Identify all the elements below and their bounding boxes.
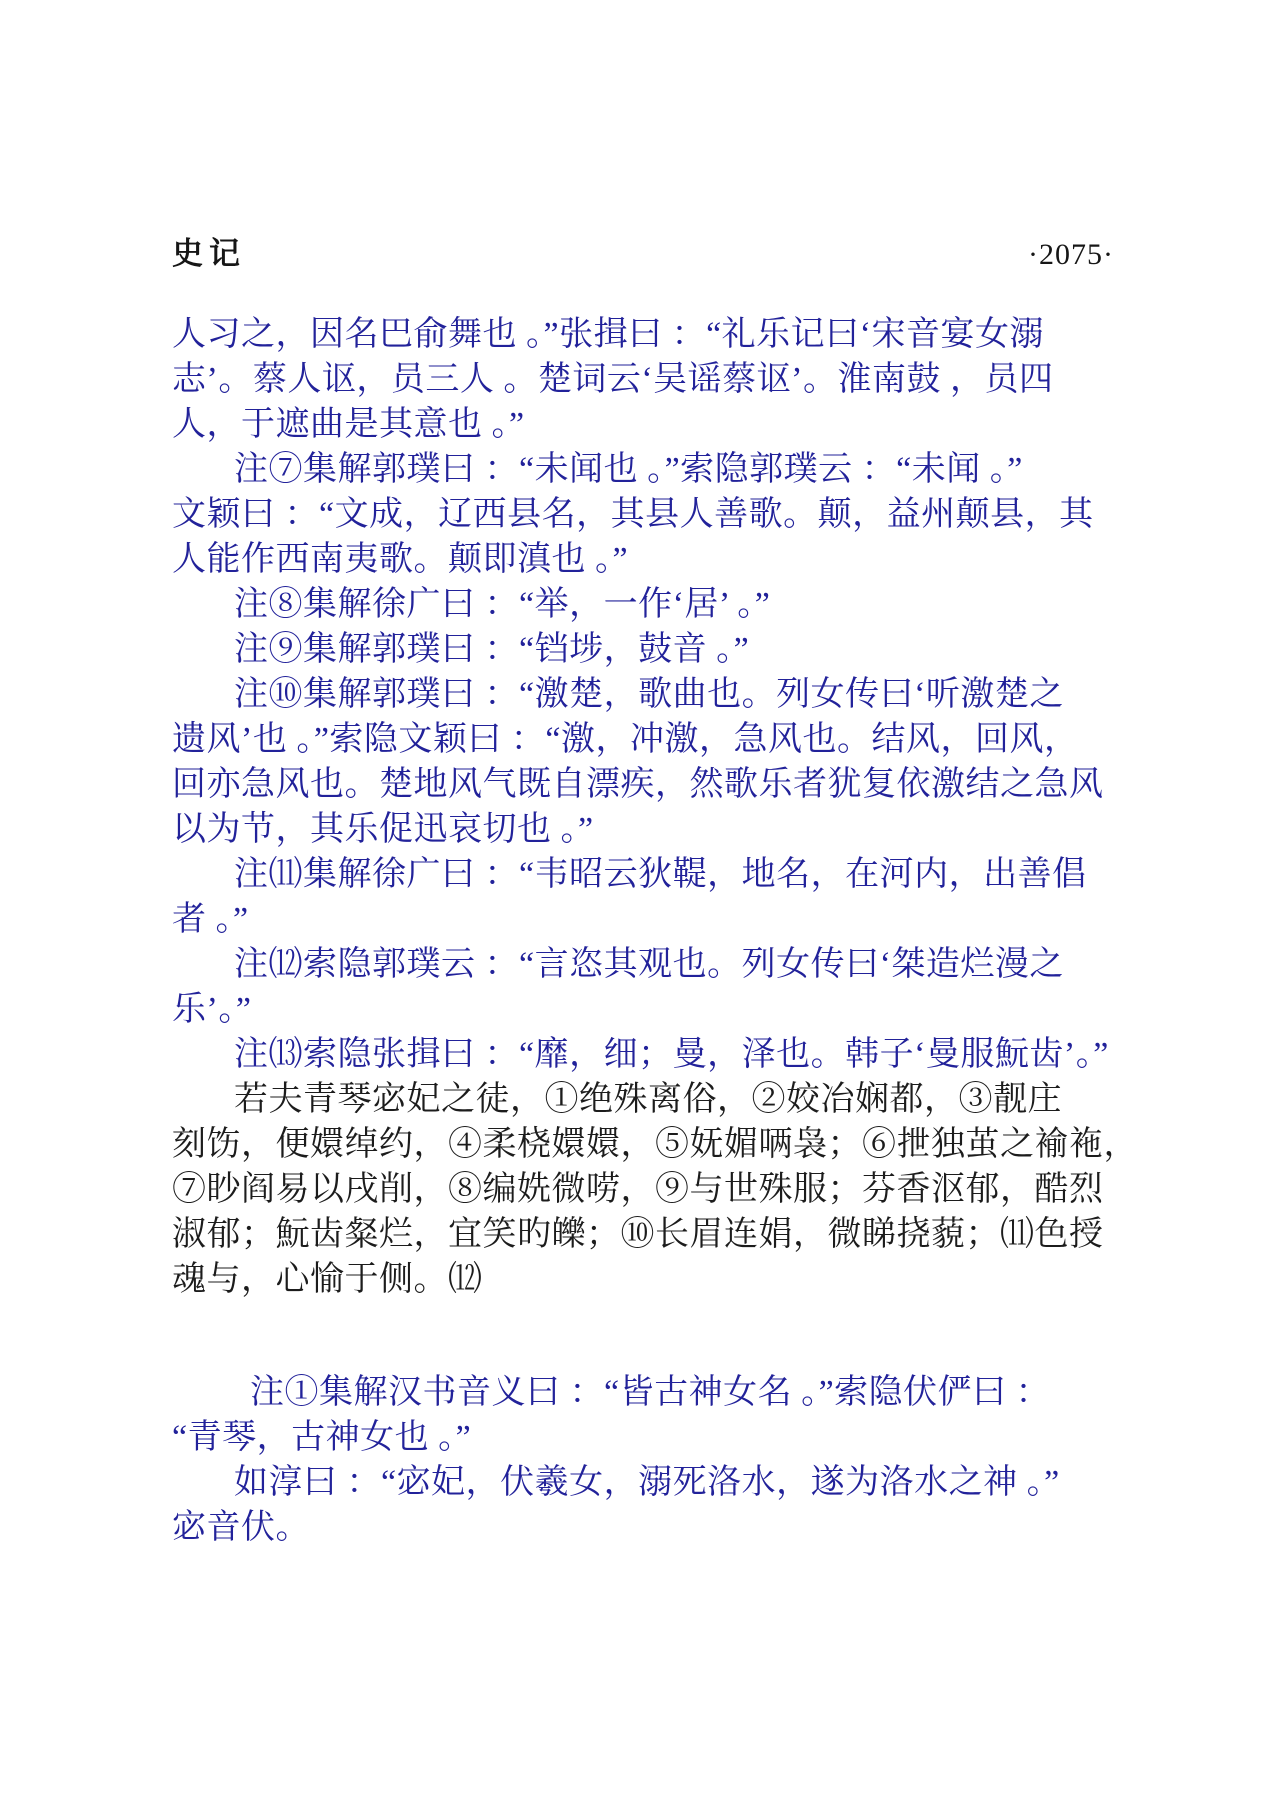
text-line: 人能作西南夷歌。颠即滇也 。” (172, 541, 629, 578)
text-line: 人习之，因名巴俞舞也 。”张揖曰 ：“礼乐记曰‘宋音宴女溺 (172, 316, 1045, 353)
text-line-note-11: 注⑾集解徐广曰 ：“韦昭云狄鞮，地名，在河内，出善倡 (234, 856, 1087, 893)
text-line: 人，于遮曲是其意也 。” (172, 406, 525, 443)
text-line-note-9: 注⑨集解郭璞曰 ：“铛埗，鼓音 。” (234, 631, 750, 668)
page-number: ·2075· (1028, 238, 1114, 271)
book-title: 史记 (172, 236, 246, 271)
text-line: 宓音伏。 (172, 1509, 310, 1546)
text-line: “青琴，古神女也 。” (172, 1419, 472, 1456)
text-line: 文颖曰 ：“文成，辽西县名，其县人善歌。颠，益州颠县，其 (172, 496, 1094, 533)
text-line-main: 刻饬，便嬛绰约，④柔桡嬛嬛，⑤妩媚唡袅；⑥抴独茧之褕袘， (172, 1126, 1138, 1163)
text-line-note-7: 注⑦集解郭璞曰 ：“未闻也 。”索隐郭璞云 ：“未闻 。” (234, 451, 1023, 488)
text-line-note-8: 注⑧集解徐广曰 ：“举，一作‘居’ 。” (234, 586, 771, 623)
text-block (172, 312, 1138, 1550)
text-line: 遗风’也 。”索隐文颖曰 ：“激，冲激，急风也。结风，回风， (172, 721, 1079, 758)
text-line-main: 魂与，心愉于侧。⑿ (172, 1261, 483, 1298)
text-line-note-13: 注⒀索隐张揖曰 ：“靡，细；曼，泽也。韩子‘曼服魭齿’。” (234, 1036, 1109, 1073)
text-line-main: ⑦眇阎易以戌削，⑧编姺微唠，⑨与世殊服；芬香沤郁，酷烈 (172, 1171, 1104, 1208)
text-line: 如淳曰 ：“宓妃，伏羲女，溺死洛水，遂为洛水之神 。” (234, 1464, 1060, 1501)
text-line: 者 。” (172, 901, 249, 938)
text-line-main: 若夫青琴宓妃之徒，①绝殊离俗，②姣冶娴都，③靓庄 (234, 1081, 1062, 1118)
text-line-note-10: 注⑩集解郭璞曰 ：“激楚，歌曲也。列女传曰‘听激楚之 (234, 676, 1064, 713)
text-line: 乐’。” (172, 991, 252, 1028)
text-line: 回亦急风也。楚地风气既自漂疾，然歌乐者犹复依激结之急风 (172, 766, 1104, 803)
text-line-note-12: 注⑿索隐郭璞云 ：“言恣其观也。列女传曰‘桀造烂漫之 (234, 946, 1064, 983)
text-line: 以为节，其乐促迅哀切也 。” (172, 811, 594, 848)
text-line: 志’。蔡人讴，员三人 。楚词云‘吴谣蔡讴’。淮南鼓 ，员四 (172, 361, 1054, 398)
text-line-note-1: 注①集解汉书音义曰 ：“皆古神女名 。”索隐伏俨曰 ： (250, 1374, 1051, 1411)
text-line-main: 淑郁；魭齿粲烂，宜笑旳皪；⑩长眉连娟，微睇挠藐；⑾色授 (172, 1216, 1104, 1253)
page-header (172, 228, 1114, 273)
